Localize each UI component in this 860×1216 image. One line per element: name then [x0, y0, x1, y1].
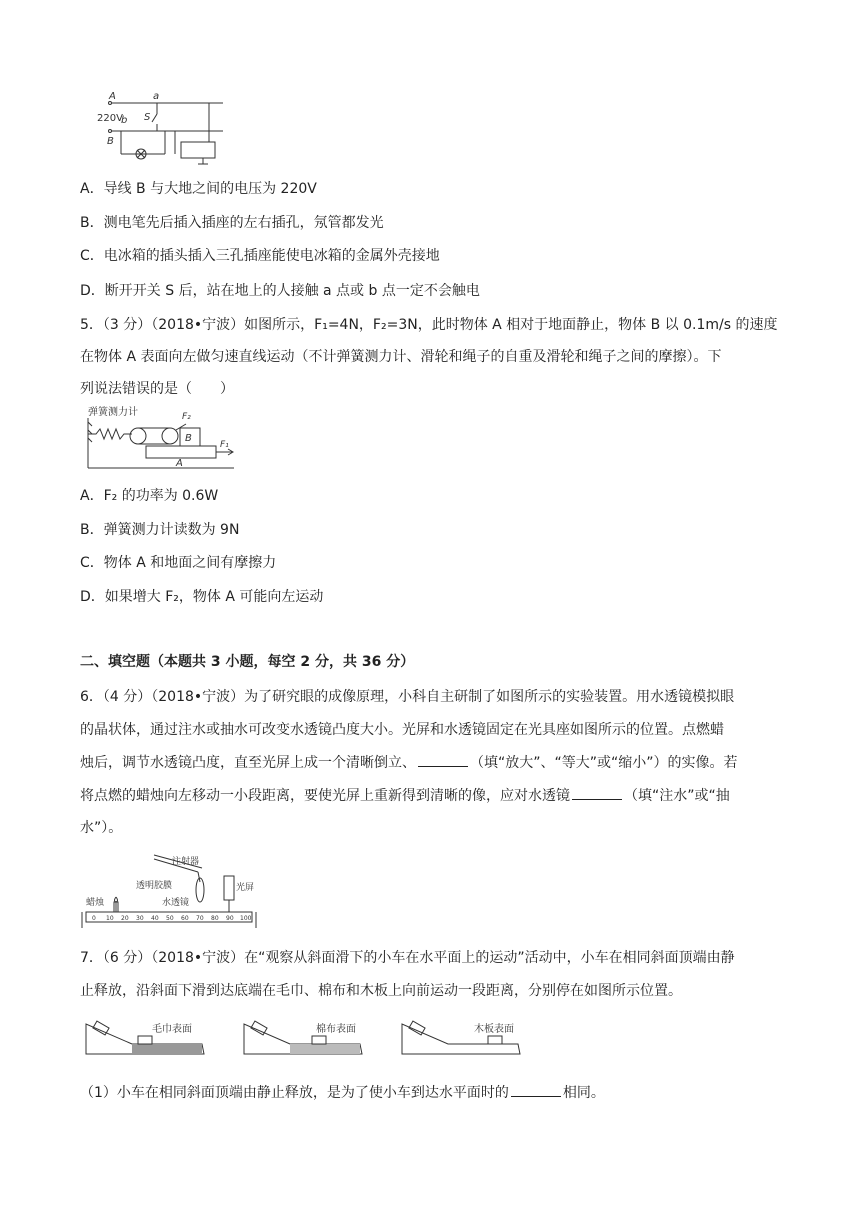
q5-option-b: B．弹簧测力计读数为 9N [80, 522, 240, 538]
tick-label: 100 [240, 915, 252, 922]
answer-blank[interactable] [418, 752, 468, 767]
q4-option-c: C．电冰箱的插头插入三孔插座能使电冰箱的金属外壳接地 [80, 248, 440, 264]
circuit-figure [95, 86, 225, 166]
q6-stem-line1: 6．（4 分）（2018•宁波）为了研究眼的成像原理，小科自主研制了如图所示的实验装置。用水透镜模拟眼 [80, 689, 735, 705]
q4-option-d: D．断开开关 S 后，站在地上的人接触 a 点或 b 点一定不会触电 [80, 283, 480, 299]
tick-label: 70 [196, 915, 204, 922]
towel-surface-figure [82, 1018, 207, 1058]
label-b: b [121, 115, 128, 126]
q5-option-c: C．物体 A 和地面之间有摩擦力 [80, 555, 277, 571]
syringe-label: 注射器 [172, 857, 200, 867]
q5-option-d: D．如果增大 F₂，物体 A 可能向左运动 [80, 589, 324, 605]
q7-sub1 [80, 1082, 605, 1103]
q4-option-b: B．测电笔先后插入插座的左右插孔，氖管都发光 [80, 215, 384, 231]
tick-label: 20 [121, 915, 129, 922]
tick-label: 50 [166, 915, 174, 922]
screen-label: 光屏 [236, 883, 255, 893]
lens-label: 水透镜 [162, 898, 190, 908]
q6-line3-text-a: 烛后，调节水透镜凸度，直至光屏上成一个清晰倒立、 [80, 755, 416, 771]
f1-label: F₁ [220, 440, 229, 450]
q6-line3-text-b: （填“放大”、“等大”或“缩小”）的实像。若 [470, 755, 738, 771]
q6-stem-line2: 的晶状体，通过注水或抽水可改变水透镜凸度大小。光屏和水透镜固定在光具座如图所示的位置。点燃蜡 [80, 722, 724, 738]
answer-blank[interactable] [572, 785, 622, 800]
block-a-label: A [176, 458, 183, 469]
label-a: a [153, 91, 160, 102]
q7-stem-line2: 止释放，沿斜面下滑到达底端在毛巾、棉布和木板上向前运动一段距离，分别停在如图所示位置。 [80, 983, 682, 999]
q6-stem-line5: 水”）。 [80, 820, 123, 836]
q6-stem-line3 [80, 752, 738, 773]
tick-label: 40 [151, 915, 159, 922]
label-B: B [107, 136, 114, 147]
cotton-surface-figure [240, 1018, 365, 1058]
q5-stem-line3: 列说法错误的是（ ） [80, 381, 234, 397]
wood-surface-figure [398, 1018, 523, 1058]
tick-label: 10 [106, 915, 114, 922]
label-A: A [109, 91, 116, 102]
tick-label: 60 [181, 915, 189, 922]
label-S: S [144, 112, 151, 123]
q5-stem-line2: 在物体 A 表面向左做匀速直线运动（不计弹簧测力计、滑轮和绳子的自重及滑轮和绳子之间的摩擦）。下 [80, 349, 722, 365]
f2-label: F₂ [182, 412, 191, 422]
tick-label: 0 [92, 915, 96, 922]
candle-label: 蜡烛 [86, 898, 105, 908]
q4-option-a: A．导线 B 与大地之间的电压为 220V [80, 181, 317, 197]
tick-label: 90 [226, 915, 234, 922]
spring-pulley-figure [86, 404, 236, 474]
q6-line4-text-a: 将点燃的蜡烛向左移动一小段距离，要使光屏上重新得到清晰的像，应对水透镜 [80, 788, 570, 804]
q7-sub1-text-a: （1）小车在相同斜面顶端由静止释放，是为了使小车到达水平面时的 [80, 1085, 509, 1101]
meter-label: 弹簧测力计 [88, 407, 138, 418]
tick-label: 30 [136, 915, 144, 922]
tick-label: 80 [211, 915, 219, 922]
membrane-label: 透明胶膜 [136, 881, 173, 891]
q6-stem-line4 [80, 785, 730, 806]
block-b-label: B [185, 433, 192, 444]
cotton-label: 棉布表面 [316, 1024, 356, 1035]
wood-label: 木板表面 [474, 1024, 514, 1035]
q5-option-a: A．F₂ 的功率为 0.6W [80, 488, 219, 504]
q6-line4-text-b: （填“注水”或“抽 [624, 788, 730, 804]
towel-label: 毛巾表面 [152, 1024, 192, 1035]
q5-stem-line1: 5．（3 分）（2018•宁波）如图所示，F₁=4N，F₂=3N，此时物体 A 相对于地面静止，物体 B 以 0.1m/s 的速度 [80, 317, 778, 333]
section-title: 二、填空题（本题共 3 小题，每空 2 分，共 36 分） [80, 654, 415, 670]
answer-blank[interactable] [511, 1082, 561, 1097]
q7-sub1-text-b: 相同。 [562, 1085, 605, 1101]
optical-bench-figure [80, 852, 260, 932]
label-voltage: 220V [97, 113, 123, 124]
q7-stem-line1: 7．（6 分）（2018•宁波）在“观察从斜面滑下的小车在水平面上的运动”活动中，小车在相同斜面顶端由静 [80, 950, 735, 966]
